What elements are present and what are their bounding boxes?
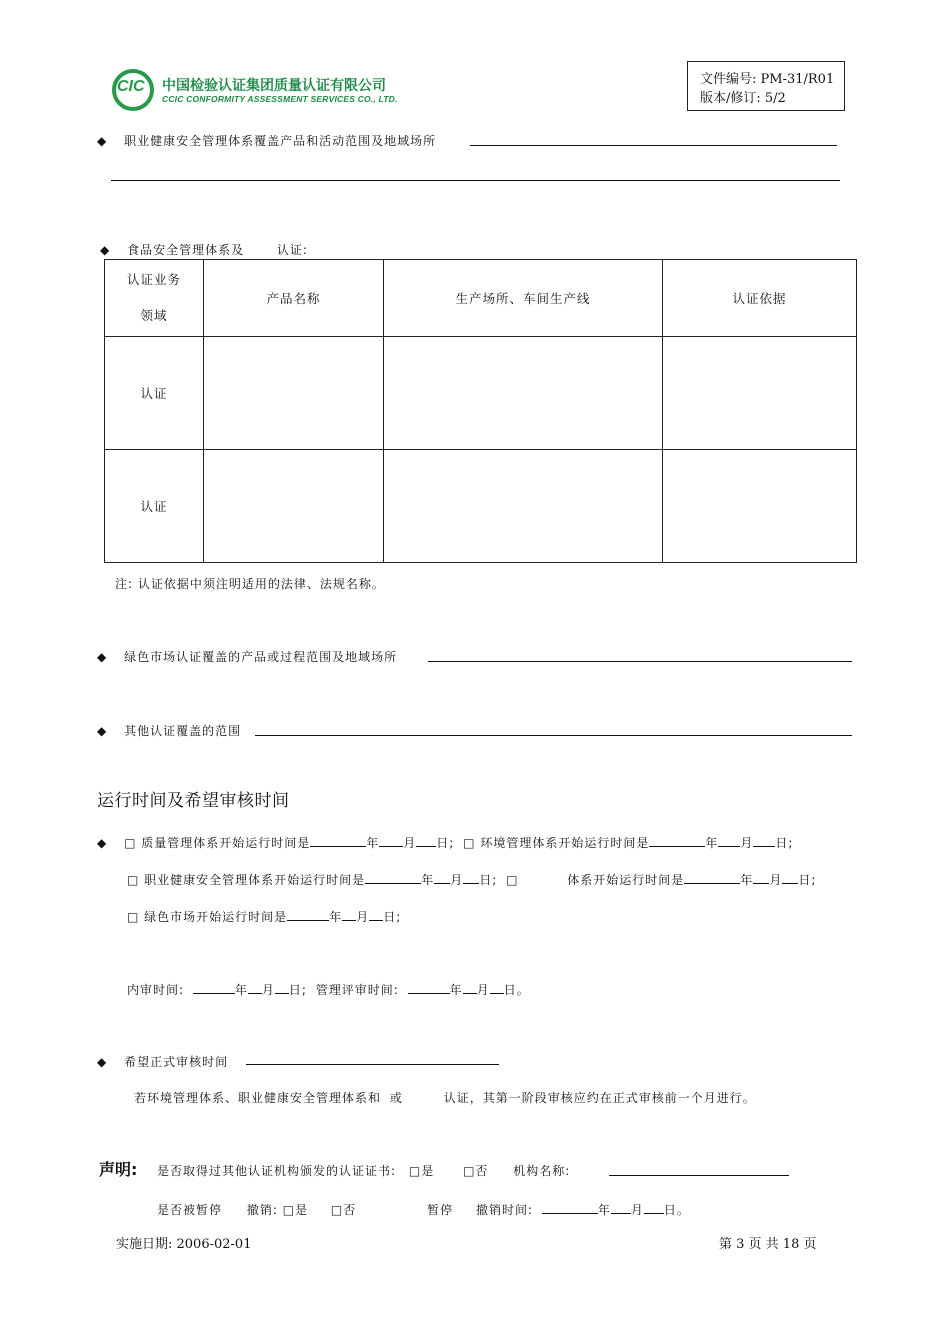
ems-day-field[interactable] (753, 832, 775, 847)
ohs-label: 职业健康安全管理体系开始运行时间是 (144, 873, 366, 887)
document-number: 文件编号: PM-31/R01 (700, 72, 835, 87)
month-label: 月 (450, 873, 464, 887)
qms-year-field[interactable] (310, 832, 366, 847)
cell-site[interactable] (384, 337, 663, 450)
table-header-row (105, 260, 857, 337)
other-scope-field[interactable] (255, 735, 852, 736)
other-scope-label: 其他认证覆盖的范围 (124, 724, 242, 738)
month-label: 月 (403, 836, 417, 850)
separator: ; (396, 910, 402, 924)
suspend-question-a: 是否被暂停 (157, 1203, 223, 1217)
ohs-day-field[interactable] (463, 869, 479, 884)
logo-mark: CIC (117, 78, 145, 95)
separator: ; (811, 873, 817, 887)
company-name-cn: 中国检验认证集团质量认证有限公司 (162, 78, 386, 94)
operation-row-1 (97, 832, 793, 851)
ems-year-field[interactable] (649, 832, 705, 847)
day-label: 日 (775, 836, 789, 850)
table-row (105, 337, 857, 450)
section-title: 运行时间及希望审核时间 (97, 791, 290, 811)
ohs-scope-label: 职业健康安全管理体系覆盖产品和活动范围及地域场所 (124, 134, 437, 148)
yes-label: 是 (421, 1164, 435, 1178)
sys-month-field[interactable] (753, 869, 769, 884)
table-note: 注: 认证依据中须注明适用的法律、法规名称。 (115, 577, 385, 591)
month-label: 月 (261, 983, 275, 997)
green-scope-line (97, 648, 397, 665)
green-scope-label: 绿色市场认证覆盖的产品或过程范围及地域场所 (124, 650, 398, 664)
operation-row-2 (127, 869, 816, 888)
bullet-icon: ◆ (97, 650, 108, 664)
bullet-icon: ◆ (100, 243, 111, 257)
day-label: 日 (798, 873, 812, 887)
month-label: 月 (356, 910, 370, 924)
qms-day-field[interactable] (416, 832, 436, 847)
checkbox-no[interactable]: □ (463, 1164, 476, 1178)
audit-note (134, 1089, 756, 1106)
ohs-year-field[interactable] (365, 869, 421, 884)
internal-year-field[interactable] (193, 979, 235, 994)
audit-note-b: 或 (389, 1091, 403, 1105)
effective-date: 实施日期: 2006-02-01 (116, 1237, 252, 1252)
internal-month-field[interactable] (248, 979, 262, 994)
audit-note-c: 认证，其第一阶段审核应约在正式审核前一个月进行。 (443, 1091, 756, 1105)
declaration-row-1 (157, 1162, 570, 1179)
col-product: 产品名称 (204, 260, 384, 337)
document-info-box (687, 61, 845, 111)
operation-row-3 (127, 906, 401, 925)
checkbox-other-system[interactable]: □ (506, 873, 519, 887)
org-name-label: 机构名称: (513, 1164, 571, 1178)
audit-note-a: 若环境管理体系、职业健康安全管理体系和 (134, 1091, 382, 1105)
suspend-question-b: 撤销: (246, 1203, 278, 1217)
audit-times-row (127, 979, 530, 998)
checkbox-no-2[interactable]: □ (330, 1203, 344, 1217)
green-month-field[interactable] (342, 906, 356, 921)
revoke-year-field[interactable] (542, 1199, 598, 1214)
food-safety-heading (100, 241, 308, 258)
revoke-month-field[interactable] (611, 1199, 631, 1214)
cell-site[interactable] (384, 450, 663, 563)
sys-day-field[interactable] (782, 869, 798, 884)
management-review-label: 管理评审时间: (315, 983, 399, 997)
col-domain-line1: 认证业务 (126, 272, 181, 287)
year-label: 年 (329, 910, 343, 924)
month-label: 月 (476, 983, 490, 997)
green-year-field[interactable] (287, 906, 329, 921)
review-month-field[interactable] (463, 979, 477, 994)
expected-audit-label: 希望正式审核时间 (124, 1055, 229, 1069)
qms-month-field[interactable] (379, 832, 403, 847)
month-label: 月 (630, 1203, 644, 1217)
ems-label: 环境管理体系开始运行时间是 (480, 836, 650, 850)
internal-audit-label: 内审时间: (127, 983, 185, 997)
ems-month-field[interactable] (718, 832, 740, 847)
separator: ; (449, 836, 455, 850)
internal-day-field[interactable] (275, 979, 289, 994)
review-day-field[interactable] (490, 979, 504, 994)
sys-label: 体系开始运行时间是 (567, 873, 685, 887)
ohs-scope-field[interactable] (470, 145, 837, 146)
separator: ; (788, 836, 794, 850)
year-label: 年 (366, 836, 380, 850)
checkbox-ems[interactable]: □ (463, 836, 476, 850)
ohs-scope-field-line2[interactable] (111, 180, 840, 181)
day-label: 日 (436, 836, 450, 850)
cell-product[interactable] (204, 450, 384, 563)
document-version: 版本/修订: 5/2 (700, 91, 786, 106)
year-label: 年 (705, 836, 719, 850)
org-name-field[interactable] (609, 1175, 789, 1176)
sys-year-field[interactable] (684, 869, 740, 884)
checkbox-yes[interactable]: □ (408, 1164, 422, 1178)
checkbox-yes-2[interactable]: □ (282, 1203, 296, 1217)
green-day-field[interactable] (369, 906, 383, 921)
bullet-icon: ◆ (97, 836, 108, 850)
expected-audit-field[interactable] (246, 1064, 499, 1065)
cert-question: 是否取得过其他认证机构颁发的认证证书: (157, 1164, 397, 1178)
cell-basis[interactable] (663, 337, 857, 450)
ohs-month-field[interactable] (434, 869, 450, 884)
food-safety-title-a: 食品安全管理体系及 (127, 243, 245, 257)
year-label: 年 (449, 983, 463, 997)
expected-audit-line (97, 1053, 228, 1070)
checkbox-qms[interactable]: □ (124, 836, 137, 850)
review-year-field[interactable] (408, 979, 450, 994)
year-label: 年 (421, 873, 435, 887)
col-site: 生产场所、车间生产线 (384, 260, 663, 337)
col-domain-line2: 领域 (140, 308, 168, 323)
company-name-en: CCIC CONFORMITY ASSESSMENT SERVICES CO., LTD. (162, 94, 398, 104)
no-label: 否 (475, 1164, 489, 1178)
page-number: 第 3 页 共 18 页 (719, 1237, 817, 1252)
checkbox-ohs[interactable]: □ (127, 873, 140, 887)
day-label: 日 (479, 873, 493, 887)
separator: ; (492, 873, 498, 887)
year-label: 年 (740, 873, 754, 887)
col-domain (105, 260, 204, 337)
declaration-title: 声明: (99, 1160, 138, 1179)
yes-label: 是 (295, 1203, 309, 1217)
day-end-label: 日。 (663, 1203, 690, 1217)
table-row (105, 450, 857, 563)
month-label: 月 (769, 873, 783, 887)
suspend-label: 暂停 (427, 1203, 454, 1217)
bullet-icon: ◆ (97, 724, 108, 738)
separator: ; (301, 983, 307, 997)
year-label: 年 (234, 983, 248, 997)
other-scope-line (97, 722, 241, 739)
bullet-icon: ◆ (97, 1055, 108, 1069)
row-domain: 认证 (105, 337, 204, 450)
col-basis: 认证依据 (663, 260, 857, 337)
qms-label: 质量管理体系开始运行时间是 (141, 836, 311, 850)
day-label: 日 (383, 910, 397, 924)
revoke-day-field[interactable] (644, 1199, 664, 1214)
row-domain: 认证 (105, 450, 204, 563)
declaration-row-2 (157, 1199, 690, 1218)
checkbox-green[interactable]: □ (127, 910, 140, 924)
green-label: 绿色市场开始运行时间是 (144, 910, 288, 924)
day-label: 日 (288, 983, 302, 997)
revoke-time-label: 撤销时间: (475, 1203, 533, 1217)
food-safety-title-b: 认证: (276, 243, 308, 257)
month-label: 月 (740, 836, 754, 850)
food-certification-table (104, 259, 857, 563)
no-label: 否 (343, 1203, 357, 1217)
bullet-icon: ◆ (97, 134, 108, 148)
green-scope-field[interactable] (428, 661, 852, 662)
cell-basis[interactable] (663, 450, 857, 563)
cell-product[interactable] (204, 337, 384, 450)
year-label: 年 (597, 1203, 611, 1217)
day-end-label: 日。 (503, 983, 530, 997)
ohs-scope-line (97, 132, 436, 149)
